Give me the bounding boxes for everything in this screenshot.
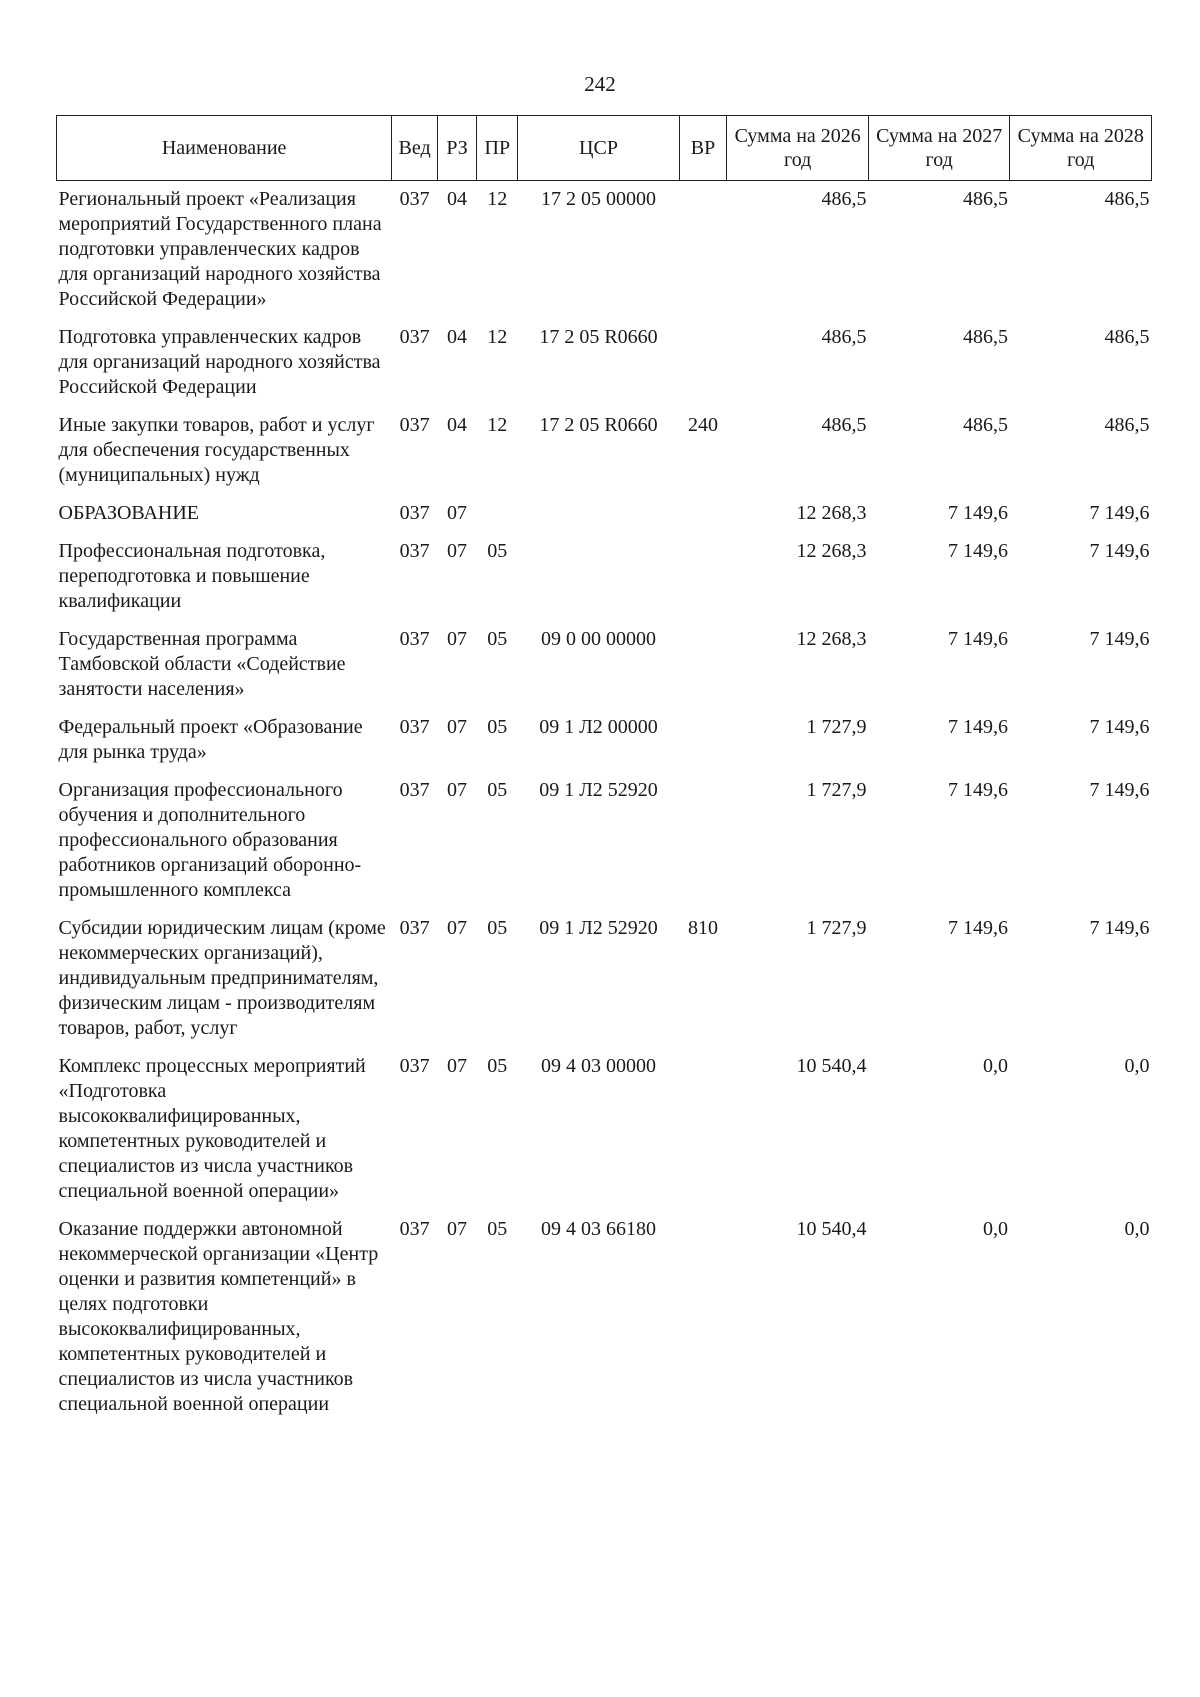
table-header	[57, 116, 1152, 181]
cell-csr: 17 2 05 R0660	[539, 326, 658, 348]
cell-rz: 07	[447, 502, 468, 524]
header-vr: ВР	[679, 116, 727, 181]
cell-pr: 05	[487, 1055, 508, 1077]
cell-sum-2027: 7 149,6	[947, 502, 1008, 524]
cell-sum-2027: 0,0	[982, 1055, 1008, 1077]
header-sum-2027: Сумма на 2027 год	[868, 116, 1010, 181]
cell-pr: 05	[487, 628, 508, 650]
cell-pr: 05	[487, 1218, 508, 1240]
cell-sum-2027: 7 149,6	[947, 779, 1008, 801]
cell-vr	[679, 319, 727, 407]
cell-name: Иные закупки товаров, работ и услуг для обеспечения государственных (муниципальных) нужд	[58, 414, 375, 486]
cell-sum-2028: 486,5	[1104, 326, 1150, 348]
cell-rz: 07	[447, 540, 468, 562]
cell-sum-2026: 486,5	[821, 414, 867, 436]
table-row	[57, 772, 1152, 910]
cell-pr: 05	[487, 540, 508, 562]
cell-ved: 037	[399, 502, 430, 524]
cell-rz: 07	[447, 716, 468, 738]
header-sum-2026: Сумма на 2026 год	[727, 116, 869, 181]
cell-rz: 04	[447, 414, 468, 436]
cell-name: Региональный проект «Реализация мероприятий Государственного плана подготовки управленческих кадров для организаций народного хозяйства Российской Федерации»	[58, 188, 382, 310]
cell-sum-2028: 7 149,6	[1089, 540, 1150, 562]
cell-sum-2026: 486,5	[821, 326, 867, 348]
cell-sum-2028: 486,5	[1104, 188, 1150, 210]
cell-name: ОБРАЗОВАНИЕ	[58, 502, 200, 524]
cell-sum-2028: 7 149,6	[1089, 716, 1150, 738]
table-row	[57, 910, 1152, 1048]
table-row	[57, 181, 1152, 320]
cell-ved: 037	[399, 716, 430, 738]
header-sum-2028: Сумма на 2028 год	[1010, 116, 1152, 181]
cell-name: Государственная программа Тамбовской области «Содействие занятости населения»	[58, 628, 346, 700]
cell-pr: 05	[487, 716, 508, 738]
cell-vr	[679, 621, 727, 709]
cell-sum-2027: 7 149,6	[947, 917, 1008, 939]
cell-ved: 037	[399, 1055, 430, 1077]
header-csr: ЦСР	[518, 116, 679, 181]
cell-sum-2026: 486,5	[821, 188, 867, 210]
cell-rz: 04	[447, 188, 468, 210]
cell-rz: 07	[447, 1218, 468, 1240]
cell-name: Субсидии юридическим лицам (кроме некоммерческих организаций), индивидуальным предпринимателям, физическим лицам - производителям товаров, работ, услуг	[58, 917, 386, 1039]
table-row	[57, 533, 1152, 621]
cell-ved: 037	[399, 326, 430, 348]
cell-csr: 09 4 03 00000	[541, 1055, 656, 1077]
cell-vr	[679, 181, 727, 320]
cell-vr: 240	[687, 414, 718, 436]
cell-vr	[679, 772, 727, 910]
cell-pr: 12	[487, 414, 508, 436]
budget-table	[56, 115, 1152, 1424]
cell-vr: 810	[687, 917, 718, 939]
table-row	[57, 407, 1152, 495]
cell-rz: 07	[447, 917, 468, 939]
cell-name: Федеральный проект «Образование для рынка труда»	[58, 716, 363, 763]
header-pr: ПР	[477, 116, 518, 181]
table-row	[57, 621, 1152, 709]
cell-sum-2026: 1 727,9	[806, 716, 867, 738]
cell-sum-2026: 1 727,9	[806, 779, 867, 801]
cell-csr: 17 2 05 00000	[541, 188, 656, 210]
cell-pr	[477, 495, 518, 533]
cell-sum-2027: 7 149,6	[947, 716, 1008, 738]
cell-name: Профессиональная подготовка, переподготовка и повышение квалификации	[58, 540, 326, 612]
header-ved: Вед	[392, 116, 438, 181]
cell-sum-2028: 7 149,6	[1089, 502, 1150, 524]
cell-rz: 04	[447, 326, 468, 348]
cell-vr	[679, 1048, 727, 1211]
cell-sum-2026: 1 727,9	[806, 917, 867, 939]
table-body	[57, 181, 1152, 1425]
cell-name: Комплекс процессных мероприятий «Подготовка высококвалифицированных, компетентных руководителей и специалистов из числа участников специальной военной операции»	[58, 1055, 366, 1202]
cell-vr	[679, 709, 727, 772]
header-name: Наименование	[57, 116, 392, 181]
cell-csr	[518, 495, 679, 533]
table-row	[57, 319, 1152, 407]
cell-csr: 17 2 05 R0660	[539, 414, 658, 436]
cell-csr: 09 1 Л2 00000	[539, 716, 658, 738]
table-row	[57, 495, 1152, 533]
cell-sum-2027: 7 149,6	[947, 628, 1008, 650]
cell-csr: 09 4 03 66180	[541, 1218, 656, 1240]
cell-sum-2026: 12 268,3	[796, 540, 867, 562]
cell-ved: 037	[399, 414, 430, 436]
cell-ved: 037	[399, 188, 430, 210]
cell-pr: 05	[487, 917, 508, 939]
cell-csr: 09 1 Л2 52920	[539, 779, 658, 801]
table-row	[57, 1211, 1152, 1424]
cell-sum-2028: 486,5	[1104, 414, 1150, 436]
cell-sum-2027: 486,5	[962, 188, 1008, 210]
cell-sum-2027: 7 149,6	[947, 540, 1008, 562]
cell-vr	[679, 533, 727, 621]
table-row	[57, 1048, 1152, 1211]
header-rz: РЗ	[437, 116, 476, 181]
cell-name: Подготовка управленческих кадров для организаций народного хозяйства Российской Федерации	[58, 326, 381, 398]
cell-sum-2026: 10 540,4	[796, 1055, 867, 1077]
cell-ved: 037	[399, 779, 430, 801]
cell-rz: 07	[447, 1055, 468, 1077]
cell-ved: 037	[399, 917, 430, 939]
cell-name: Организация профессионального обучения и дополнительного профессионального образования работников организаций оборонно-промышленного комплекса	[58, 779, 362, 901]
cell-name: Оказание поддержки автономной некоммерческой организации «Центр оценки и развития компетенций» в целях подготовки высококвалифицированных, компетентных руководителей и специалистов из числа участников специальной военной операции	[58, 1218, 379, 1415]
cell-ved: 037	[399, 540, 430, 562]
cell-ved: 037	[399, 1218, 430, 1240]
cell-pr: 12	[487, 188, 508, 210]
cell-sum-2028: 7 149,6	[1089, 628, 1150, 650]
cell-sum-2027: 0,0	[982, 1218, 1008, 1240]
cell-vr	[679, 495, 727, 533]
cell-csr: 09 0 00 00000	[541, 628, 656, 650]
table-row	[57, 709, 1152, 772]
cell-sum-2028: 0,0	[1124, 1218, 1150, 1240]
cell-sum-2026: 12 268,3	[796, 502, 867, 524]
cell-pr: 12	[487, 326, 508, 348]
cell-rz: 07	[447, 628, 468, 650]
cell-sum-2027: 486,5	[962, 414, 1008, 436]
cell-ved: 037	[399, 628, 430, 650]
cell-pr: 05	[487, 779, 508, 801]
cell-csr	[518, 533, 679, 621]
cell-vr	[679, 1211, 727, 1424]
cell-sum-2028: 0,0	[1124, 1055, 1150, 1077]
cell-rz: 07	[447, 779, 468, 801]
cell-csr: 09 1 Л2 52920	[539, 917, 658, 939]
page-number: 242	[584, 72, 616, 96]
cell-sum-2028: 7 149,6	[1089, 779, 1150, 801]
cell-sum-2026: 10 540,4	[796, 1218, 867, 1240]
cell-sum-2027: 486,5	[962, 326, 1008, 348]
cell-sum-2028: 7 149,6	[1089, 917, 1150, 939]
cell-sum-2026: 12 268,3	[796, 628, 867, 650]
